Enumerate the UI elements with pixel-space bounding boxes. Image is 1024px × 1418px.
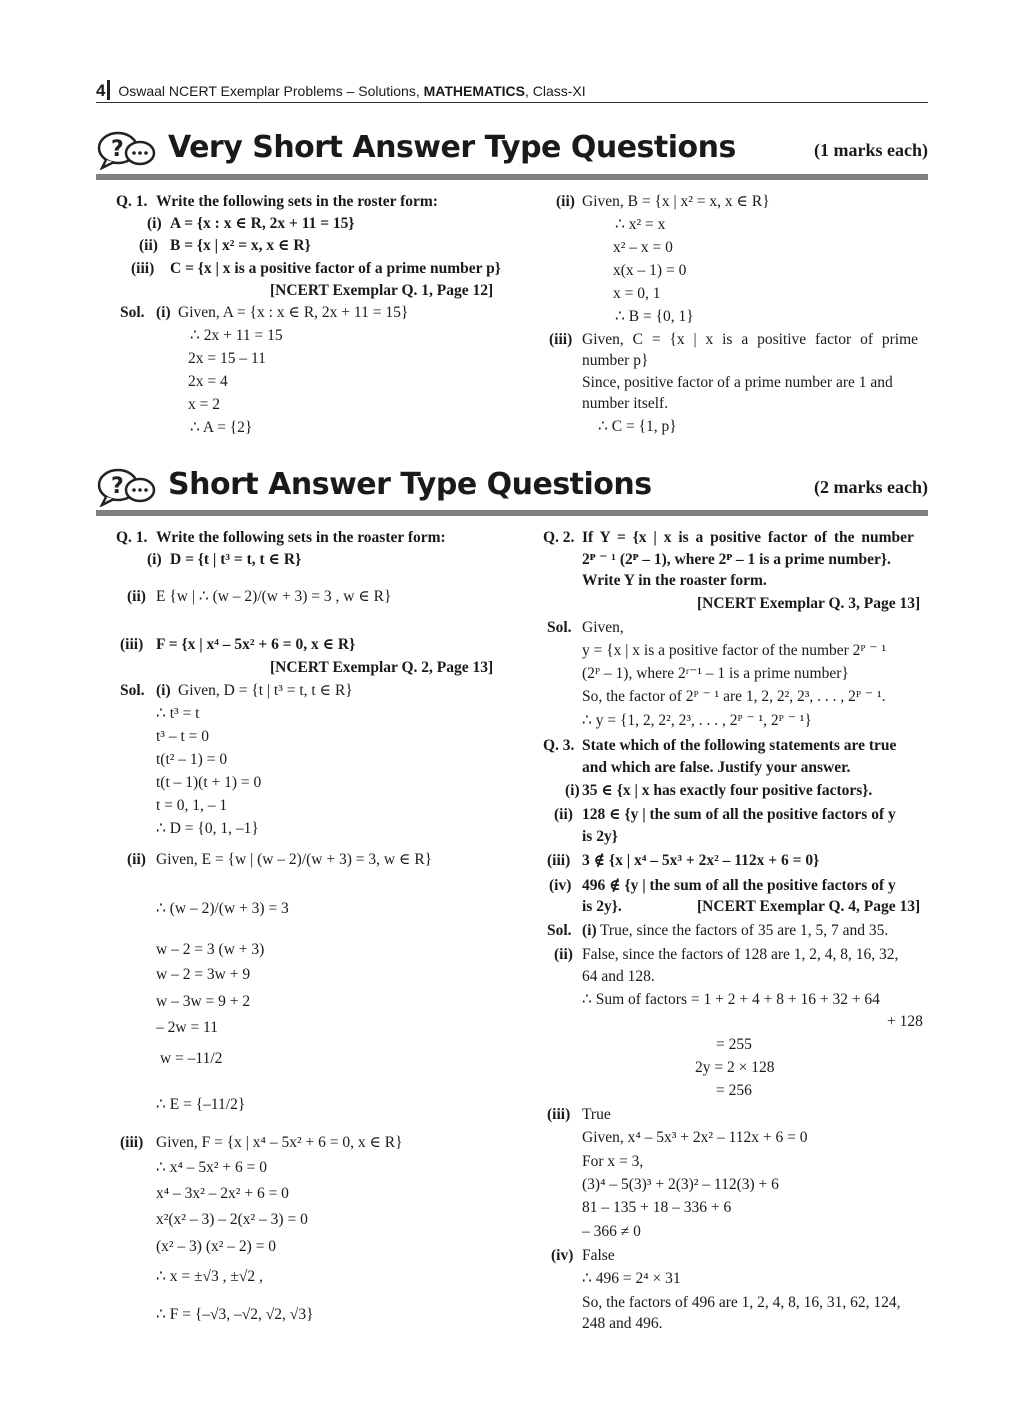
sol-part-label: (ii): [127, 851, 146, 868]
sol-line: Given, A = {x : x ∈ R, 2x + 11 = 15}: [178, 304, 409, 321]
section-rule: [96, 510, 928, 516]
sol-line: 2x = 4: [188, 373, 228, 390]
q-part-label: (iv): [549, 877, 572, 894]
q-text: State which of the following statements are true: [582, 737, 897, 754]
sol-line: ∴ A = {2}: [190, 419, 253, 436]
sol-line: t(t – 1)(t + 1) = 0: [156, 774, 262, 791]
header-title: Oswaal NCERT Exemplar Problems – Solutions,: [118, 83, 424, 99]
q-part-text: is 2y}.: [582, 898, 622, 915]
sol-line: (x² – 3) (x² – 2) = 0: [156, 1238, 277, 1255]
sol-part-label: (i): [156, 304, 171, 321]
sol-part-label: (i): [582, 922, 597, 939]
sol-line: number itself.: [582, 395, 669, 412]
sol-line: number p}: [582, 352, 649, 369]
sol-line: ∴ (w – 2)/(w + 3) = 3: [156, 900, 289, 917]
sol-line: Given, C = {x | x is a positive factor of prime: [582, 331, 919, 348]
sol-line: w – 2 = 3 (w + 3): [156, 941, 265, 958]
question-bubble-icon: [96, 467, 158, 507]
reference: [NCERT Exemplar Q. 1, Page 12]: [270, 282, 494, 299]
sol-line: = 255: [716, 1036, 752, 1053]
sol-line: ∴ x = ±√3 , ±√2 ,: [156, 1268, 263, 1285]
sol-line: So, the factors of 496 are 1, 2, 4, 8, 16, 31, 62, 124,: [582, 1294, 901, 1311]
sol-line: x = 2: [188, 396, 220, 413]
sol-label: Sol.: [547, 619, 572, 636]
q-text: If Y = {x | x is a positive factor of the number: [582, 529, 914, 546]
section-rule: [96, 174, 928, 180]
sol-line: w – 2 = 3w + 9: [156, 966, 251, 983]
reference: [NCERT Exemplar Q. 3, Page 13]: [697, 595, 921, 612]
reference: [NCERT Exemplar Q. 4, Page 13]: [697, 898, 921, 915]
q-part-label: (ii): [554, 806, 573, 823]
sol-part-label: (i): [156, 682, 171, 699]
q-part-label: (iii): [547, 852, 571, 869]
sol-line: Given, E = {w | (w – 2)/(w + 3) = 3, w ∈ R}: [156, 851, 433, 868]
sol-line: For x = 3,: [582, 1153, 644, 1170]
q-part-text: A = {x : x ∈ R, 2x + 11 = 15}: [170, 215, 355, 232]
sol-line: ∴ B = {0, 1}: [615, 308, 694, 325]
q-part-text: is 2y}: [582, 828, 618, 845]
q-part-text: D = {t | t³ = t, t ∈ R}: [170, 551, 302, 568]
sol-line: ∴ x⁴ – 5x² + 6 = 0: [156, 1159, 268, 1176]
page-number: 4: [96, 81, 106, 100]
page-header: [96, 80, 928, 103]
header-divider: [107, 80, 110, 100]
sol-part-label: (iii): [120, 1134, 144, 1151]
q-part-label: (i): [147, 551, 162, 568]
sol-line: Given, D = {t | t³ = t, t ∈ R}: [178, 682, 353, 699]
section-title: Short Answer Type Questions: [168, 467, 652, 502]
sol-line: x² – x = 0: [613, 239, 673, 256]
sol-line: (3)⁴ – 5(3)³ + 2(3)² – 112(3) + 6: [582, 1176, 779, 1193]
q-part-text: E {w | ∴ (w – 2)/(w + 3) = 3 , w ∈ R}: [156, 588, 392, 605]
sol-part-label: (iii): [549, 331, 573, 348]
sol-line: Given, x⁴ – 5x³ + 2x² – 112x + 6 = 0: [582, 1129, 808, 1146]
sol-line: – 366 ≠ 0: [582, 1223, 641, 1240]
sol-line: True: [582, 1106, 611, 1123]
q-number: Q. 1.: [116, 529, 148, 546]
section-heading-short: [96, 467, 928, 509]
sol-line: Given, B = {x | x² = x, x ∈ R}: [582, 193, 770, 210]
q-number: Q. 2.: [543, 529, 575, 546]
q-part-text: C = {x | x is a positive factor of a prime number p}: [170, 260, 501, 277]
sol-part-label: (ii): [556, 193, 575, 210]
q-number: Q. 3.: [543, 737, 575, 754]
sol-line: (2ᴾ – 1), where 2ʳ⁻¹ – 1 is a prime number}: [582, 665, 849, 682]
sol-line: w – 3w = 9 + 2: [156, 993, 251, 1010]
sol-line: ∴ E = {–11/2}: [156, 1096, 246, 1113]
sol-line: x⁴ – 3x² – 2x² + 6 = 0: [156, 1185, 289, 1202]
sol-line: ∴ D = {0, 1, –1}: [156, 820, 259, 837]
q-part-label: (ii): [127, 588, 146, 605]
q-part-label: (ii): [139, 237, 158, 254]
sol-line: = 256: [716, 1082, 752, 1099]
sol-line: 81 – 135 + 18 – 336 + 6: [582, 1199, 732, 1216]
sol-line: Since, positive factor of a prime number are 1 and: [582, 374, 893, 391]
q-text: Write the following sets in the roster form:: [156, 193, 438, 210]
sol-line: ∴ t³ = t: [156, 705, 200, 722]
sol-line: 248 and 496.: [582, 1315, 663, 1332]
sol-label: Sol.: [120, 304, 145, 321]
sol-line: ∴ C = {1, p}: [598, 418, 677, 435]
sol-line: ∴ Sum of factors = 1 + 2 + 4 + 8 + 16 + 32 + 64: [582, 991, 880, 1008]
sol-line: ∴ F = {–√3, –√2, √2, √3}: [156, 1306, 314, 1323]
q-part-label: (iii): [120, 636, 144, 653]
sol-line: w = –11/2: [160, 1050, 223, 1067]
section-marks: (1 marks each): [814, 140, 928, 160]
sol-line: Given, F = {x | x⁴ – 5x² + 6 = 0, x ∈ R}: [156, 1134, 403, 1151]
header-subject: MATHEMATICS: [423, 83, 525, 99]
q-part-label: (iii): [131, 260, 155, 277]
sol-line: t(t² – 1) = 0: [156, 751, 228, 768]
q-part-text: 496 ∉ {y | the sum of all the positive factors of y: [582, 877, 896, 894]
sol-line: So, the factor of 2ᴾ ⁻ ¹ are 1, 2, 2², 2³, . . . , 2ᴾ ⁻ ¹.: [582, 688, 886, 705]
sol-line: x²(x² – 3) – 2(x² – 3) = 0: [156, 1211, 308, 1228]
q-part-text: B = {x | x² = x, x ∈ R}: [170, 237, 311, 254]
sol-part-label: (iv): [551, 1247, 574, 1264]
q-part-text: F = {x | x⁴ – 5x² + 6 = 0, x ∈ R}: [156, 636, 356, 653]
section-heading-very-short: [96, 130, 928, 172]
svg-text:?: ?: [111, 137, 124, 162]
sol-line: ∴ 2x + 11 = 15: [190, 327, 283, 344]
question-bubble-icon: [96, 130, 158, 170]
q-text: Write Y in the roaster form.: [582, 572, 767, 589]
q-text: and which are false. Justify your answer.: [582, 759, 851, 776]
section-title: Very Short Answer Type Questions: [168, 130, 736, 165]
q-number: Q. 1.: [116, 193, 148, 210]
sol-line: False: [582, 1247, 615, 1264]
sol-line: 2x = 15 – 11: [188, 350, 266, 367]
q-text: 2ᴾ ⁻ ¹ (2ᴾ – 1), where 2ᴾ – 1 is a prime number}.: [582, 551, 891, 568]
sol-line: t = 0, 1, – 1: [156, 797, 228, 814]
sol-line: – 2w = 11: [156, 1019, 218, 1036]
sol-line: Given,: [582, 619, 624, 636]
sol-line: t³ – t = 0: [156, 728, 210, 745]
svg-text:?: ?: [111, 474, 124, 499]
q-part-label: (i): [565, 782, 580, 799]
sol-line: x(x – 1) = 0: [613, 262, 687, 279]
q-part-label: (i): [147, 215, 162, 232]
sol-line: ∴ x² = x: [615, 216, 666, 233]
sol-line: 64 and 128.: [582, 968, 655, 985]
q-text: Write the following sets in the roaster form:: [156, 529, 446, 546]
sol-line: y = {x | x is a positive factor of the number 2ᴾ ⁻ ¹: [582, 642, 887, 659]
sol-part-label: (iii): [547, 1106, 571, 1123]
section-marks: (2 marks each): [814, 477, 928, 497]
sol-line: ∴ y = {1, 2, 2², 2³, . . . , 2ᴾ ⁻ ¹, 2ᴾ ⁻ ¹}: [582, 712, 812, 729]
sol-line: True, since the factors of 35 are 1, 5, 7 and 35.: [600, 922, 889, 939]
sol-line: ∴ 496 = 2⁴ × 31: [582, 1270, 681, 1287]
q-part-text: 35 ∈ {x | x has exactly four positive factors}.: [582, 782, 873, 799]
sol-line: 2y = 2 × 128: [695, 1059, 775, 1076]
sol-line: False, since the factors of 128 are 1, 2, 4, 8, 16, 32,: [582, 946, 899, 963]
sol-line: x = 0, 1: [613, 285, 661, 302]
sol-label: Sol.: [547, 922, 572, 939]
q-part-text: 128 ∈ {y | the sum of all the positive factors of y: [582, 806, 896, 823]
sol-label: Sol.: [120, 682, 145, 699]
reference: [NCERT Exemplar Q. 2, Page 13]: [270, 659, 494, 676]
header-class: , Class-XI: [524, 83, 586, 99]
sol-line: + 128: [887, 1013, 923, 1030]
sol-part-label: (ii): [554, 946, 573, 963]
q-part-text: 3 ∉ {x | x⁴ – 5x³ + 2x² – 112x + 6 = 0}: [582, 852, 820, 869]
